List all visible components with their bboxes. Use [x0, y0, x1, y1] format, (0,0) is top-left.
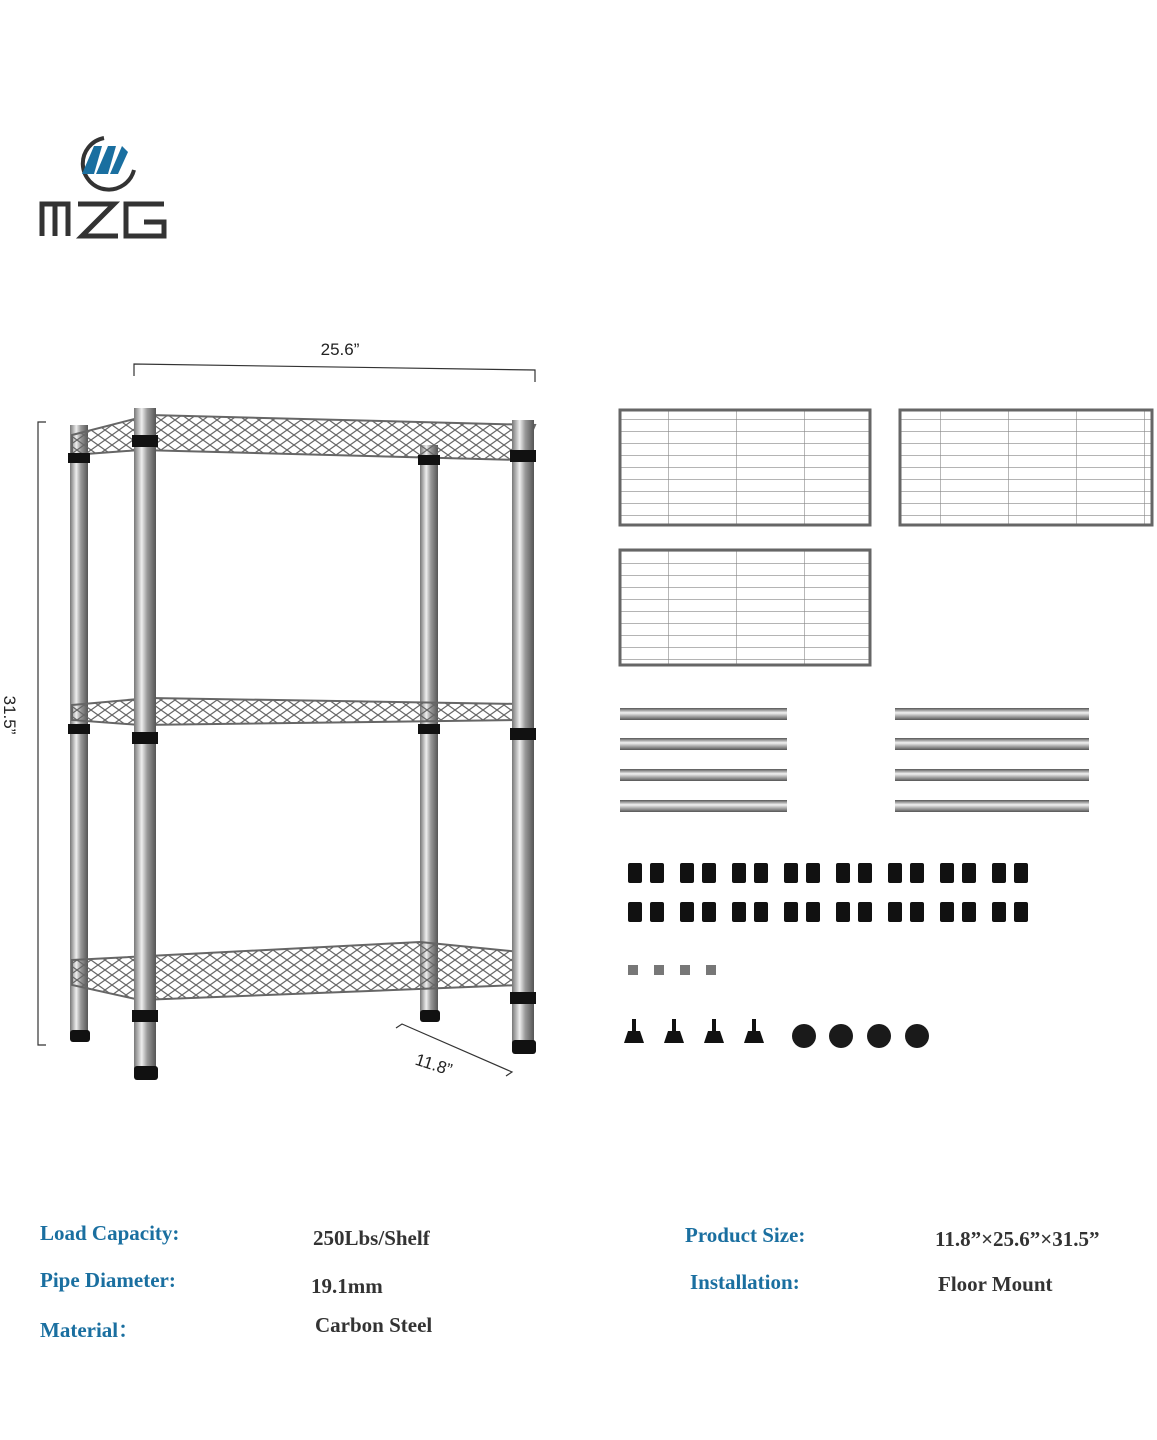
wire-shelf-part [620, 410, 1152, 665]
depth-dimension [396, 1024, 512, 1080]
spec-label-pipe-diameter: Pipe Diameter: [40, 1268, 176, 1292]
width-dimension [134, 340, 535, 382]
spec-label-material: Material： [40, 1318, 140, 1342]
connector-parts [628, 965, 716, 975]
height-label: 31.5” [0, 695, 19, 735]
pole-parts [620, 708, 1089, 812]
spec-label-installation: Installation: [690, 1270, 800, 1294]
height-dimension [0, 422, 46, 1045]
mzg-logo-icon [38, 130, 173, 240]
brand-logo [38, 130, 173, 240]
width-label: 25.6” [320, 340, 360, 359]
spec-value-pipe-diameter: 19.1mm [311, 1274, 383, 1298]
spec-label-load-capacity: Load Capacity: [40, 1221, 180, 1245]
spec-value-load-capacity: 250Lbs/Shelf [313, 1226, 430, 1250]
assembled-shelf-illustration [0, 320, 560, 1120]
spec-label-product-size: Product Size: [685, 1223, 806, 1247]
spec-value-product-size: 11.8”×25.6”×31.5” [935, 1227, 1100, 1251]
end-cap-parts [792, 1024, 929, 1048]
spec-value-material: Carbon Steel [315, 1313, 433, 1337]
sleeve-clip-parts [628, 863, 1028, 922]
parts-list-illustration [600, 395, 1157, 1075]
leveling-feet-parts [624, 1019, 764, 1043]
depth-label: 11.8” [412, 1049, 455, 1080]
spec-value-installation: Floor Mount [938, 1272, 1053, 1296]
